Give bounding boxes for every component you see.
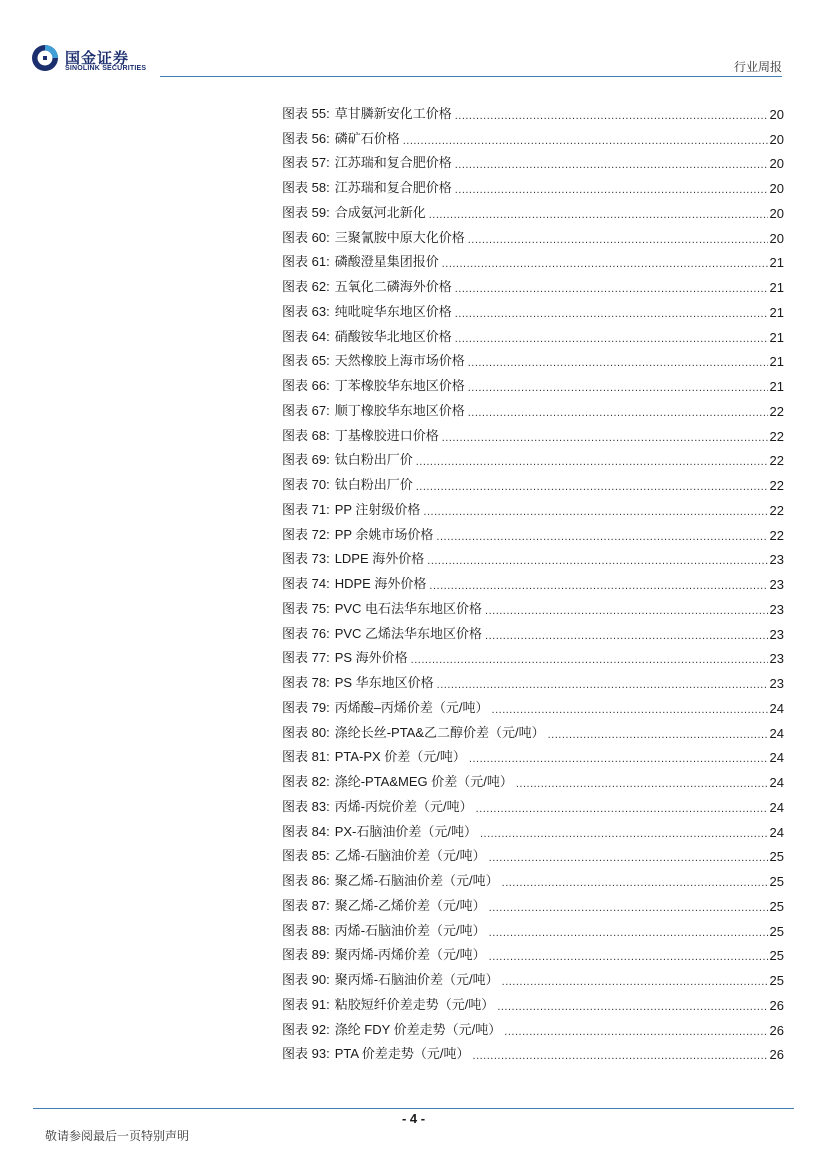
toc-entry-title: 五氧化二磷海外价格 bbox=[334, 279, 452, 294]
toc-entry[interactable] bbox=[282, 1013, 784, 1038]
toc-entry-number: 图表 93: bbox=[282, 1046, 330, 1062]
toc-entry-page: 20 bbox=[769, 156, 784, 172]
toc-entry[interactable] bbox=[282, 592, 784, 617]
toc-leader-dots bbox=[504, 1026, 767, 1038]
toc-entry-title: 顺丁橡胶华东地区价格 bbox=[334, 402, 465, 418]
toc-entry-title: 磷矿石价格 bbox=[334, 130, 400, 146]
toc-entry-number: 图表 72: bbox=[282, 526, 330, 542]
toc-entry-title: 聚丙烯-石脑油价差（元/吨） bbox=[334, 972, 499, 987]
toc-entry-title: 钛白粉出厂价 bbox=[334, 452, 413, 468]
toc-entry-number: 图表 66: bbox=[282, 378, 330, 393]
toc-entry-title: 丙烯酸–丙烯价差（元/吨） bbox=[334, 699, 489, 715]
toc-entry[interactable] bbox=[282, 889, 784, 914]
toc-entry-title: 涤纶-PTA&MEG 价差（元/吨） bbox=[334, 774, 513, 789]
toc-leader-dots bbox=[489, 852, 768, 864]
toc-entry-number: 图表 87: bbox=[282, 897, 330, 913]
toc-entry-page: 24 bbox=[769, 799, 784, 815]
toc-leader-dots bbox=[473, 1050, 768, 1062]
toc-entry-title: LDPE 海外价格 bbox=[334, 551, 425, 567]
company-logo bbox=[31, 44, 161, 78]
toc-entry-page: 23 bbox=[769, 577, 784, 592]
toc-entry-title: PVC 电石法华东地区价格 bbox=[334, 600, 483, 616]
toc-entry-title: 聚乙烯-石脑油价差（元/吨） bbox=[334, 873, 499, 888]
toc-leader-dots bbox=[469, 753, 768, 765]
toc-entry-page: 20 bbox=[769, 131, 784, 147]
toc-leader-dots bbox=[468, 234, 768, 246]
toc-entry-title: 聚丙烯-丙烯价差（元/吨） bbox=[334, 947, 486, 963]
toc-entry-number: 图表 55: bbox=[282, 105, 330, 121]
toc-entry[interactable] bbox=[282, 493, 784, 518]
toc-leader-dots bbox=[429, 209, 768, 221]
toc-entry-page: 21 bbox=[769, 379, 784, 394]
toc-entry[interactable] bbox=[282, 741, 784, 766]
toc-entry-title: HDPE 海外价格 bbox=[334, 576, 427, 591]
toc-entry[interactable] bbox=[282, 246, 784, 271]
toc-entry-number: 图表 89: bbox=[282, 947, 330, 963]
toc-entry-number: 图表 59: bbox=[282, 204, 330, 220]
toc-entry-title: PX-石脑油价差（元/吨） bbox=[334, 823, 477, 839]
toc-entry-title: 丙烯-丙烷价差（元/吨） bbox=[334, 798, 473, 814]
toc-entry[interactable] bbox=[282, 320, 784, 345]
toc-entry-page: 24 bbox=[769, 824, 784, 840]
toc-leader-dots bbox=[411, 654, 768, 666]
toc-entry-title: PTA-PX 价差（元/吨） bbox=[334, 749, 466, 765]
toc-entry-title: 江苏瑞和复合肥价格 bbox=[334, 180, 452, 195]
toc-entry[interactable] bbox=[282, 790, 784, 815]
toc-entry-page: 23 bbox=[769, 676, 784, 691]
toc-entry-page: 20 bbox=[769, 230, 784, 246]
toc-entry[interactable] bbox=[282, 939, 784, 964]
toc-leader-dots bbox=[429, 580, 767, 592]
toc-entry-title: 草甘膦新安化工价格 bbox=[334, 105, 452, 121]
toc-entry-number: 图表 56: bbox=[282, 130, 330, 146]
toc-entry[interactable] bbox=[282, 196, 784, 221]
toc-entry-page: 25 bbox=[769, 973, 784, 988]
toc-entry[interactable] bbox=[282, 765, 784, 790]
toc-entry-page: 22 bbox=[769, 428, 784, 444]
toc-entry-title: 磷酸澄星集团报价 bbox=[334, 254, 439, 270]
toc-leader-dots bbox=[468, 382, 768, 394]
toc-leader-dots bbox=[442, 258, 768, 270]
toc-entry[interactable] bbox=[282, 518, 784, 543]
toc-entry-page: 20 bbox=[769, 106, 784, 122]
toc-entry-title: 涤纶 FDY 价差走势（元/吨） bbox=[334, 1021, 502, 1037]
toc-entry[interactable] bbox=[282, 840, 784, 865]
toc-entry-title: PP 注射级价格 bbox=[334, 501, 421, 517]
toc-entry-title: PS 华东地区价格 bbox=[334, 675, 434, 690]
toc-entry-number: 图表 62: bbox=[282, 279, 330, 294]
toc-entry-number: 图表 71: bbox=[282, 501, 330, 517]
toc-entry-number: 图表 64: bbox=[282, 328, 330, 344]
toc-entry-number: 图表 78: bbox=[282, 675, 330, 690]
toc-entry-page: 22 bbox=[769, 453, 784, 469]
toc-entry[interactable] bbox=[282, 567, 784, 592]
toc-leader-dots bbox=[442, 432, 768, 444]
toc-entry-title: 乙烯-石脑油价差（元/吨） bbox=[334, 848, 486, 864]
toc-entry-page: 21 bbox=[769, 304, 784, 320]
toc-entry-number: 图表 82: bbox=[282, 774, 330, 789]
toc-leader-dots bbox=[497, 1001, 767, 1013]
toc-entry[interactable] bbox=[282, 988, 784, 1013]
toc-leader-dots bbox=[492, 704, 768, 716]
toc-leader-dots bbox=[548, 729, 768, 741]
toc-entry[interactable] bbox=[282, 963, 784, 988]
toc-entry-number: 图表 77: bbox=[282, 650, 330, 666]
toc-entry-number: 图表 63: bbox=[282, 303, 330, 319]
toc-entry[interactable] bbox=[282, 345, 784, 370]
toc-leader-dots bbox=[427, 555, 767, 567]
toc-entry-page: 25 bbox=[769, 923, 784, 939]
toc-entry-title: 聚乙烯-乙烯价差（元/吨） bbox=[334, 897, 486, 913]
toc-entry-title: 天然橡胶上海市场价格 bbox=[334, 353, 465, 369]
toc-leader-dots bbox=[416, 456, 768, 468]
toc-entry-title: PVC 乙烯法华东地区价格 bbox=[334, 625, 483, 641]
toc-entry-number: 图表 65: bbox=[282, 353, 330, 369]
toc-entry-title: 丁苯橡胶华东地区价格 bbox=[334, 378, 465, 393]
toc-leader-dots bbox=[480, 828, 768, 840]
toc-entry-title: 丁基橡胶进口价格 bbox=[334, 427, 439, 443]
toc-entry[interactable] bbox=[282, 468, 784, 493]
toc-entry-page: 25 bbox=[769, 898, 784, 914]
toc-entry-title: 合成氨河北新化 bbox=[334, 204, 426, 220]
toc-leader-dots bbox=[455, 283, 768, 295]
toc-entry[interactable] bbox=[282, 815, 784, 840]
toc-leader-dots bbox=[437, 679, 768, 691]
toc-entry-number: 图表 57: bbox=[282, 155, 330, 171]
toc-entry-page: 24 bbox=[769, 750, 784, 766]
toc-entry-number: 图表 58: bbox=[282, 180, 330, 195]
toc-entry-page: 26 bbox=[769, 1022, 784, 1038]
toc-entry-page: 21 bbox=[769, 354, 784, 370]
toc-entry[interactable] bbox=[282, 97, 784, 122]
footer-disclaimer: 敬请参阅最后一页特别声明 bbox=[45, 1129, 190, 1143]
toc-leader-dots bbox=[455, 333, 768, 345]
toc-leader-dots bbox=[489, 902, 768, 914]
toc-entry-number: 图表 68: bbox=[282, 427, 330, 443]
toc-entry-page: 21 bbox=[769, 329, 784, 345]
toc-entry-number: 图表 91: bbox=[282, 996, 330, 1012]
toc-entry-number: 图表 80: bbox=[282, 724, 330, 740]
toc-entry-page: 24 bbox=[769, 775, 784, 790]
toc-entry-page: 23 bbox=[769, 552, 784, 568]
toc-entry-page: 21 bbox=[769, 255, 784, 271]
toc-entry[interactable] bbox=[282, 369, 784, 394]
toc-entry[interactable] bbox=[282, 270, 784, 295]
toc-entry[interactable] bbox=[282, 171, 784, 196]
logo-chinese-name: 国金证券 bbox=[65, 50, 130, 67]
page-number: - 4 - bbox=[401, 1111, 426, 1126]
logo-mark-icon bbox=[31, 44, 59, 72]
toc-entry-page: 25 bbox=[769, 874, 784, 889]
toc-entry-page: 26 bbox=[769, 997, 784, 1013]
toc-leader-dots bbox=[468, 357, 768, 369]
toc-entry[interactable] bbox=[282, 642, 784, 667]
toc-entry-number: 图表 69: bbox=[282, 452, 330, 468]
toc-entry[interactable] bbox=[282, 617, 784, 642]
toc-leader-dots bbox=[485, 605, 768, 617]
header-divider bbox=[160, 76, 782, 77]
toc-leader-dots bbox=[468, 407, 768, 419]
toc-entry-number: 图表 70: bbox=[282, 477, 330, 492]
toc-entry-title: 硝酸铵华北地区价格 bbox=[334, 328, 452, 344]
toc-entry[interactable] bbox=[282, 147, 784, 172]
toc-entry[interactable] bbox=[282, 221, 784, 246]
toc-entry-page: 22 bbox=[769, 502, 784, 518]
toc-entry-number: 图表 67: bbox=[282, 402, 330, 418]
toc-entry-number: 图表 60: bbox=[282, 229, 330, 245]
toc-entry[interactable] bbox=[282, 295, 784, 320]
toc-entry-page: 23 bbox=[769, 651, 784, 667]
toc-entry-number: 图表 61: bbox=[282, 254, 330, 270]
toc-entry-title: 丙烯-石脑油价差（元/吨） bbox=[334, 922, 486, 938]
toc-leader-dots bbox=[416, 481, 768, 493]
toc-entry[interactable] bbox=[282, 716, 784, 741]
toc-entry-number: 图表 92: bbox=[282, 1021, 330, 1037]
toc-entry-title: PS 海外价格 bbox=[334, 650, 408, 666]
toc-leader-dots bbox=[455, 159, 768, 171]
toc-leader-dots bbox=[516, 778, 768, 790]
toc-entry-title: 粘胶短纤价差走势（元/吨） bbox=[334, 996, 495, 1012]
toc-entry-title: 涤纶长丝-PTA&乙二醇价差（元/吨） bbox=[334, 724, 545, 740]
toc-entry-title: 江苏瑞和复合肥价格 bbox=[334, 155, 452, 171]
toc-entry-page: 22 bbox=[769, 527, 784, 543]
toc-entry-number: 图表 85: bbox=[282, 848, 330, 864]
toc-entry-page: 24 bbox=[769, 725, 784, 741]
toc-leader-dots bbox=[476, 803, 768, 815]
toc-entry-number: 图表 86: bbox=[282, 873, 330, 888]
toc-entry-title: 三聚氰胺中原大化价格 bbox=[334, 229, 465, 245]
toc-leader-dots bbox=[455, 184, 768, 196]
toc-entry-title: PP 余姚市场价格 bbox=[334, 526, 434, 542]
toc-leader-dots bbox=[455, 110, 768, 122]
toc-entry-page: 22 bbox=[769, 478, 784, 493]
toc-entry[interactable] bbox=[282, 666, 784, 691]
toc-leader-dots bbox=[485, 630, 768, 642]
toc-entry[interactable] bbox=[282, 419, 784, 444]
toc-entry[interactable] bbox=[282, 864, 784, 889]
toc-entry-page: 25 bbox=[769, 849, 784, 865]
toc-entry-number: 图表 79: bbox=[282, 699, 330, 715]
toc-entry-number: 图表 74: bbox=[282, 576, 330, 591]
toc-entry-number: 图表 84: bbox=[282, 823, 330, 839]
toc-leader-dots bbox=[423, 506, 767, 518]
toc-entry-page: 20 bbox=[769, 205, 784, 221]
toc-entry[interactable] bbox=[282, 1038, 784, 1063]
toc-leader-dots bbox=[455, 308, 768, 320]
toc-entry-number: 图表 83: bbox=[282, 798, 330, 814]
toc-entry-page: 23 bbox=[769, 626, 784, 642]
toc-leader-dots bbox=[403, 135, 768, 147]
toc-entry-number: 图表 76: bbox=[282, 625, 330, 641]
footer-divider bbox=[33, 1108, 794, 1109]
figure-index-list bbox=[282, 97, 784, 1062]
toc-entry-page: 26 bbox=[769, 1047, 784, 1063]
toc-entry-page: 22 bbox=[769, 403, 784, 419]
report-type-label: 行业周报 bbox=[733, 60, 782, 74]
toc-entry[interactable] bbox=[282, 914, 784, 939]
toc-entry[interactable] bbox=[282, 444, 784, 469]
toc-entry-title: 钛白粉出厂价 bbox=[334, 477, 413, 492]
toc-leader-dots bbox=[489, 951, 768, 963]
toc-entry-title: 纯吡啶华东地区价格 bbox=[334, 303, 452, 319]
page-header bbox=[0, 0, 827, 80]
toc-entry-page: 20 bbox=[769, 181, 784, 196]
toc-leader-dots bbox=[502, 877, 768, 889]
toc-entry-number: 图表 75: bbox=[282, 600, 330, 616]
toc-entry-number: 图表 90: bbox=[282, 972, 330, 987]
toc-entry-page: 24 bbox=[769, 700, 784, 716]
toc-entry[interactable] bbox=[282, 691, 784, 716]
toc-entry-number: 图表 73: bbox=[282, 551, 330, 567]
toc-leader-dots bbox=[502, 976, 768, 988]
toc-entry-number: 图表 81: bbox=[282, 749, 330, 765]
toc-leader-dots bbox=[489, 927, 768, 939]
toc-entry[interactable] bbox=[282, 394, 784, 419]
logo-english-name: SINOLINK SECURITIES bbox=[65, 65, 147, 72]
toc-entry[interactable] bbox=[282, 122, 784, 147]
toc-entry-page: 25 bbox=[769, 948, 784, 964]
toc-entry[interactable] bbox=[282, 543, 784, 568]
toc-entry-number: 图表 88: bbox=[282, 922, 330, 938]
toc-entry-page: 23 bbox=[769, 601, 784, 617]
toc-entry-page: 21 bbox=[769, 280, 784, 295]
toc-leader-dots bbox=[436, 531, 767, 543]
toc-entry-title: PTA 价差走势（元/吨） bbox=[334, 1046, 470, 1062]
